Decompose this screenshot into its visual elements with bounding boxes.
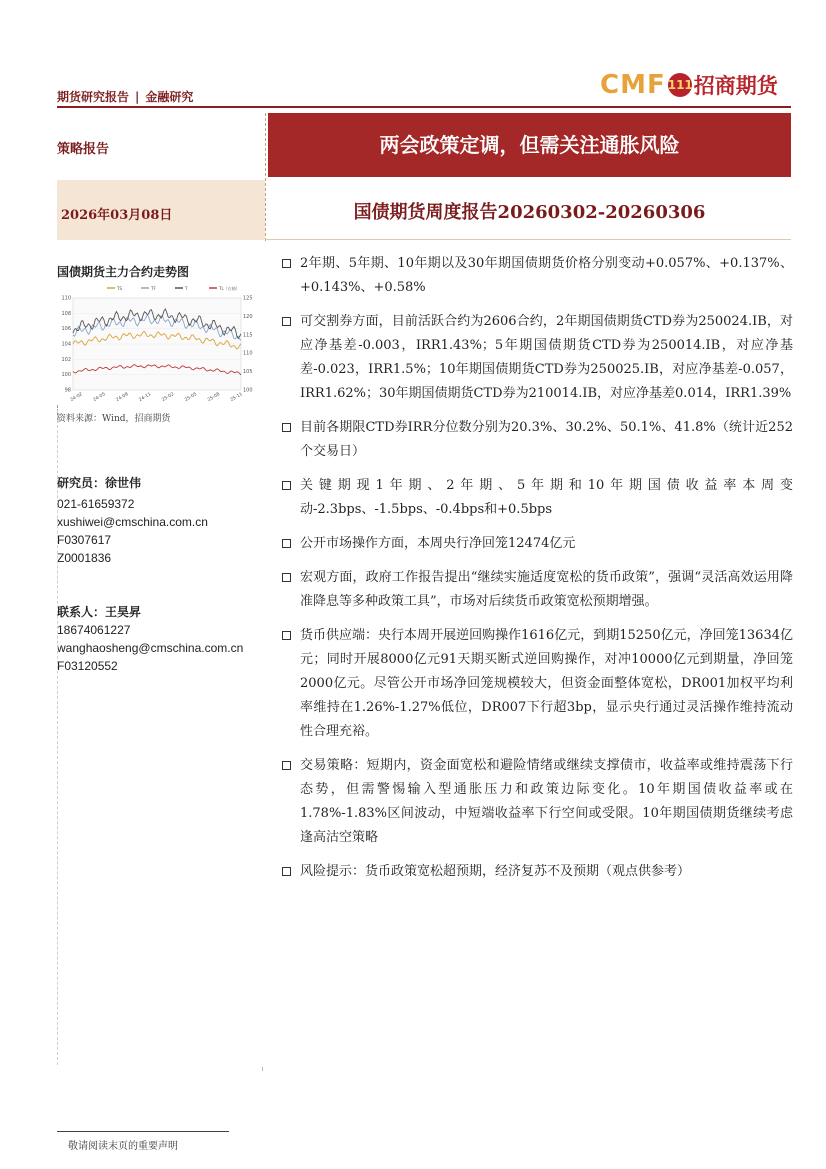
logo-latin: CMF (600, 70, 666, 100)
bullet-box-icon (282, 259, 291, 268)
left-margin-dash (57, 410, 58, 1065)
title-divider (265, 113, 266, 241)
bullet-box-icon (282, 481, 291, 490)
left-tick-label: 110 (61, 295, 71, 302)
column-tick (262, 1067, 267, 1071)
list-item (282, 624, 793, 744)
futures-trend-chart (57, 282, 265, 406)
bullet-box-icon (282, 631, 291, 640)
right-tick-label: 105 (243, 369, 253, 376)
contact-license: F03120552 (57, 659, 118, 673)
bullet-text: 目前各期限CTD券IRR分位数分别为20.3%、30.2%、50.1%、41.8%（统计近252个交易日） (300, 420, 793, 459)
right-tick-label: 125 (243, 295, 253, 302)
bullet-box-icon (282, 423, 291, 432)
bullet-text: 风险提示：货币政策宽松超预期，经济复苏不及预期（观点供参考） (300, 864, 691, 879)
key-points (282, 252, 793, 894)
bullet-text: 交易策略：短期内，资金面宽松和避险情绪或继续支撑债市，收益率或维持震荡下行态势，但需警惕输入型通胀压力和政策边际变化。10年期国债收益率或在1.78%-1.83%区间波动，中短端收益率下行空间或受限。10年期国债期货继续考虑逢高沽空策略 (300, 758, 793, 845)
list-item (282, 566, 793, 614)
list-item (282, 860, 793, 884)
list-item (282, 474, 793, 522)
bullet-text: 可交割券方面，目前活跃合约为2606合约，2年期国债期货CTD券为250024.IB，对应净基差-0.003，IRR1.43%；5年期国债期货CTD券为250014.IB，对应净基差-0.023，IRR1.5%；10年期国债期货CTD券为250025.IB，对应净基差-0.057，IRR1.62%；30年期国债期货CTD券为210014.IB，对应净基差0.014，IRR1.39% (300, 314, 793, 401)
logo-badge: 111 (668, 73, 692, 97)
report-type: 期货研究报告 (57, 90, 130, 104)
right-tick-label: 115 (243, 332, 253, 339)
sidebar-chart-title: 国债期货主力合约走势图 (57, 265, 190, 279)
legend-label: T (185, 286, 188, 291)
x-tick-label: 24-11 (138, 392, 153, 404)
futures-trend-svg (57, 282, 265, 406)
bullet-box-icon (282, 317, 291, 326)
bullet-box-icon (282, 573, 291, 582)
chart-legend (107, 285, 240, 291)
report-header (57, 88, 193, 105)
header-rule (57, 106, 791, 108)
x-tick-label: 25-11 (229, 392, 244, 404)
left-tick-label: 104 (61, 341, 71, 348)
title-rule (265, 239, 791, 240)
bullet-text: 公开市场操作方面，本周央行净回笼12474亿元 (300, 536, 576, 551)
legend-label: TS (117, 286, 122, 291)
right-tick-label: 110 (243, 350, 253, 357)
analyst-license-2: Z0001836 (57, 551, 112, 565)
list-item (282, 532, 793, 556)
footer-rule (57, 1131, 229, 1132)
left-tick-label: 102 (61, 356, 71, 363)
bullet-text: 2年期、5年期、10年期以及30年期国债期货价格分别变动+0.057%、+0.137%、+0.143%、+0.58% (300, 256, 793, 295)
left-tick-label: 108 (61, 310, 71, 317)
report-category: 策略报告 (57, 142, 110, 157)
x-tick-label: 24-02 (69, 392, 84, 404)
bullet-text: 宏观方面，政府工作报告提出“继续实施适度宽松的货币政策”，强调“灵活高效运用降准降息等多种政策工具”，市场对后续货币政策宽松预期增强。 (300, 570, 793, 609)
bullet-box-icon (282, 761, 291, 770)
bullet-text: 货币供应端：央行本周开展逆回购操作1616亿元，到期15250亿元，净回笼13634亿元；同时开展8000亿元91天期买断式逆回购操作，对冲10000亿元到期量，净回笼2000亿元。尽管公开市场净回笼规模较大，但资金面整体宽松，DR001加权平均利率维持在1.26%-1.27%低位，DR007下行超3bp，显示央行通过灵活操作维持流动性合理充裕。 (300, 628, 793, 739)
logo-cn: 招商期货 (693, 73, 778, 98)
x-axis-ticks (69, 391, 243, 403)
legend-label: TF (151, 286, 156, 291)
bullet-box-icon (282, 867, 291, 876)
analyst-name: 研究员：徐世伟 (57, 476, 142, 490)
analyst-email[interactable]: xushiwei@cmschina.com.cn (57, 515, 208, 529)
contact-email[interactable]: wanghaosheng@cmschina.com.cn (57, 641, 244, 655)
x-tick-label: 25-05 (184, 392, 198, 404)
contact-phone: 18674061227 (57, 623, 131, 637)
right-axis-ticks (243, 296, 253, 394)
list-item (282, 310, 793, 406)
list-item (282, 252, 793, 300)
bullet-text: 关键期现1年期、2年期、5年期和10年期国债收益率本周变动-2.3bps、-1.5bps、-0.4bps和+0.5bps (300, 478, 793, 517)
x-tick-label: 24-08 (115, 392, 130, 404)
analyst-phone: 021-61659372 (57, 497, 135, 511)
x-tick-label: 25-02 (161, 392, 176, 404)
x-tick-label: 25-08 (206, 392, 221, 404)
report-date: 2026年03月08日 (61, 208, 173, 223)
chart-source: 资料来源：Wind，招商期货 (57, 414, 171, 424)
list-item (282, 754, 793, 850)
report-title: 国债期货周度报告20260302-20260306 (353, 202, 706, 223)
contact-name: 联系人：王昊昇 (57, 605, 142, 619)
bullet-box-icon (282, 539, 291, 548)
header-separator: | (135, 90, 140, 104)
report-section: 金融研究 (145, 90, 194, 104)
left-axis-ticks (61, 296, 71, 394)
headline: 两会政策定调，但需关注通胀风险 (268, 113, 791, 177)
right-tick-label: 120 (243, 313, 253, 320)
company-logo (600, 70, 778, 100)
right-tick-label: 100 (243, 387, 253, 394)
footer-disclaimer: 敬请阅读末页的重要声明 (68, 1141, 178, 1152)
contact-details (57, 621, 243, 675)
list-item (282, 416, 793, 464)
legend-label: TL（右轴） (219, 286, 240, 291)
left-tick-label: 98 (64, 387, 71, 394)
left-tick-label: 100 (61, 372, 71, 379)
x-tick-label: 24-05 (92, 392, 107, 404)
left-tick-label: 106 (61, 326, 71, 333)
analyst-contacts (57, 495, 208, 567)
analyst-license-1: F0307617 (57, 533, 112, 547)
